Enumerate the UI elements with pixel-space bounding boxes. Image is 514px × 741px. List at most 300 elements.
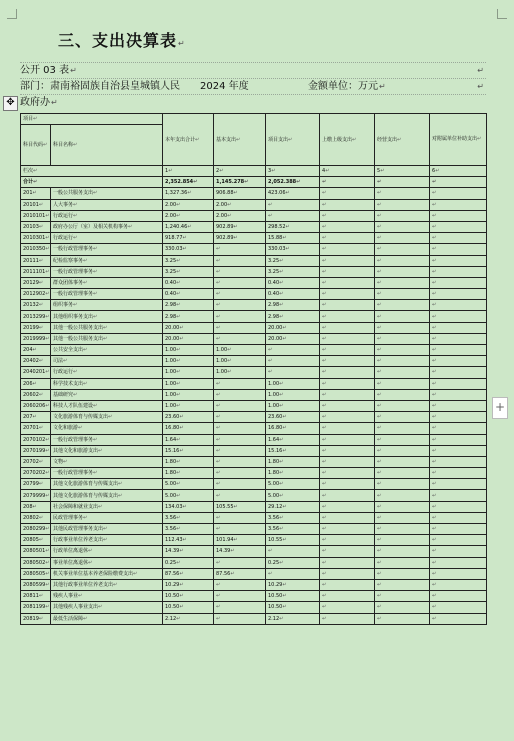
table-cell: ↵ [320,367,375,378]
table-row [21,445,487,456]
table-cell: ↵ [320,221,375,232]
table-row [21,345,487,356]
table-cell: 2013299↵ [21,311,51,322]
table-cell: 2,352.854↵ [163,177,214,188]
table-cell: 其他一般公共服务支出↵ [51,333,163,344]
table-cell: 文化旅游体育与传媒支出↵ [51,412,163,423]
table-cell: ↵ [375,389,430,400]
table-row [21,546,487,557]
table-cell: 残疾人事业↵ [51,591,163,602]
table-cell: ↵ [214,311,266,322]
table-row [21,524,487,535]
table-cell: ↵ [214,266,266,277]
table-cell: ↵ [214,479,266,490]
table-cell: 其他残疾人事业支出↵ [51,602,163,613]
table-cell: ↵ [430,445,487,456]
table-cell: ↵ [214,434,266,445]
table-row [21,400,487,411]
table-cell: 29.12↵ [266,501,320,512]
header-basic: 基本支出↵ [214,114,266,166]
table-cell: 群众团体事务↵ [51,277,163,288]
column-index-row [21,166,487,177]
table-cell: 1.00↵ [163,400,214,411]
table-cell: ↵ [375,557,430,568]
table-cell: ↵ [214,524,266,535]
table-cell: ↵ [320,322,375,333]
table-cell: ↵ [320,255,375,266]
table-cell: ↵ [375,356,430,367]
table-cell: 事业单位离退休↵ [51,557,163,568]
table-cell: 1.80↵ [266,456,320,467]
table-cell: ↵ [320,389,375,400]
table-cell: 科技人才队伍建设↵ [51,400,163,411]
table-cell: 其他一般公共服务支出↵ [51,322,163,333]
table-cell: ↵ [320,311,375,322]
table-cell: 一般行政管理事务↵ [51,266,163,277]
amount-unit: 金额单位：万元↵ [308,81,386,92]
table-cell: ↵ [320,591,375,602]
table-cell: 20.00↵ [266,333,320,344]
table-cell: 行政运行↵ [51,367,163,378]
table-cell: ↵ [375,524,430,535]
table-cell: ↵ [266,546,320,557]
table-cell: 20702↵ [21,456,51,467]
table-cell: ↵ [214,579,266,590]
table-cell: 906.88↵ [214,188,266,199]
table-cell: ↵ [375,479,430,490]
table-cell: 134.03↵ [163,501,214,512]
table-cell: ↵ [320,456,375,467]
table-cell: 纪检监察事务↵ [51,255,163,266]
table-cell: 1.80↵ [163,468,214,479]
table-cell: 1.00↵ [214,367,266,378]
table-row [21,579,487,590]
table-cell: ↵ [320,289,375,300]
table-cell: ↵ [320,244,375,255]
table-cell: ↵ [214,300,266,311]
table-cell: ↵ [430,378,487,389]
header-operation: 经营支出↵ [375,114,430,166]
table-cell: ↵ [430,255,487,266]
table-cell: 10.50↵ [163,591,214,602]
table-cell: ↵ [375,277,430,288]
table-row [21,468,487,479]
table-cell: ↵ [430,456,487,467]
table-cell: ↵ [430,233,487,244]
table-cell: ↵ [375,400,430,411]
table-cell: ↵ [430,210,487,221]
table-cell: 1,240.46↵ [163,221,214,232]
table-cell: 1.00↵ [163,378,214,389]
table-cell: ↵ [375,423,430,434]
table-cell: 科学技术支出↵ [51,378,163,389]
table-row [21,512,487,523]
table-cell: 3.25↵ [266,266,320,277]
table-cell: ↵ [375,591,430,602]
table-cell: 16.80↵ [266,423,320,434]
table-cell: ↵ [375,333,430,344]
table-cell: 文化和旅游↵ [51,423,163,434]
table-row [21,277,487,288]
table-move-handle-icon[interactable]: ✥ [3,96,18,111]
table-row [21,177,487,188]
table-cell: 其他文化旅游体育与传媒支出↵ [51,490,163,501]
table-cell: ↵ [430,188,487,199]
table-cell: ↵ [430,613,487,624]
table-cell: ↵ [430,524,487,535]
table-row [21,322,487,333]
table-cell: ↵ [214,445,266,456]
table-cell: 3.56↵ [163,512,214,523]
table-row [21,501,487,512]
table-cell: ↵ [214,512,266,523]
table-cell: ↵ [430,345,487,356]
column-index-cell: 2↵ [214,166,266,177]
table-cell: ↵ [375,456,430,467]
table-row [21,367,487,378]
column-index-cell: 5↵ [375,166,430,177]
table-cell: ↵ [320,501,375,512]
table-cell: ↵ [375,546,430,557]
table-cell: ↵ [214,255,266,266]
table-cell: ↵ [430,311,487,322]
table-cell: ↵ [430,468,487,479]
table-cell: ↵ [320,210,375,221]
table-cell: ↵ [266,356,320,367]
table-cell: 0.40↵ [266,289,320,300]
table-cell: 20802↵ [21,512,51,523]
table-cell: ↵ [214,613,266,624]
form-number: 公开 03 表 [20,65,70,76]
table-cell: 20.00↵ [163,333,214,344]
table-cell: ↵ [214,389,266,400]
table-row [21,356,487,367]
table-cell: ↵ [320,546,375,557]
table-cell: ↵ [266,367,320,378]
table-cell: ↵ [430,479,487,490]
table-cell: ↵ [375,367,430,378]
add-column-plus-icon[interactable]: + [492,397,508,419]
header-code: 科目代码↵ [21,125,51,166]
column-index-cell: 3↵ [266,166,320,177]
table-cell: 2.00↵ [163,210,214,221]
table-cell: ↵ [375,412,430,423]
header-item: 项目↵ [21,114,163,125]
table-cell: 1.00↵ [163,356,214,367]
table-row [21,591,487,602]
table-cell: ↵ [266,345,320,356]
table-cell: ↵ [320,356,375,367]
page-title: 三、支出决算表↵ [58,31,186,50]
table-row [21,535,487,546]
table-cell: 机关事业单位基本养老保险缴费支出↵ [51,568,163,579]
table-header-info [20,62,486,110]
table-cell: ↵ [430,400,487,411]
expenditure-table [20,113,487,625]
table-cell: ↵ [320,266,375,277]
table-cell: 1.00↵ [266,400,320,411]
table-cell: 2080599↵ [21,579,51,590]
table-cell: 2.98↵ [163,311,214,322]
table-cell: 207↵ [21,412,51,423]
table-cell: ↵ [430,546,487,557]
table-cell: ↵ [430,356,487,367]
table-cell: 其他文化和旅游支出↵ [51,445,163,456]
table-cell: 人大事务↵ [51,199,163,210]
table-cell: ↵ [375,512,430,523]
table-cell: 10.29↵ [266,579,320,590]
table-cell: 1.80↵ [163,456,214,467]
table-cell: ↵ [320,277,375,288]
table-cell: ↵ [430,512,487,523]
table-cell: 105.55↵ [214,501,266,512]
table-cell: ↵ [430,501,487,512]
table-cell: ↵ [320,579,375,590]
table-cell: ↵ [214,277,266,288]
table-cell: ↵ [430,389,487,400]
table-cell: 3.56↵ [266,512,320,523]
table-cell: 0.40↵ [266,277,320,288]
table-cell: ↵ [430,490,487,501]
table-cell: 2010350↵ [21,244,51,255]
table-cell: ↵ [375,188,430,199]
table-cell: 2010301↵ [21,233,51,244]
table-cell: ↵ [375,255,430,266]
table-cell: 行政事业单位养老支出↵ [51,535,163,546]
table-cell: 2080502↵ [21,557,51,568]
table-cell: ↵ [320,333,375,344]
table-cell: 902.89↵ [214,233,266,244]
column-index-cell: 6↵ [430,166,487,177]
table-row [21,266,487,277]
table-cell: ↵ [430,199,487,210]
table-cell: 公共安全支出↵ [51,345,163,356]
table-cell: ↵ [320,177,375,188]
table-cell: 司法↵ [51,356,163,367]
table-cell: 5.00↵ [163,490,214,501]
table-cell: ↵ [375,468,430,479]
table-cell: ↵ [320,423,375,434]
table-cell: ↵ [320,434,375,445]
department-label: 部门：肃南裕固族自治县皇城镇人民 [20,81,180,92]
table-cell: 20701↵ [21,423,51,434]
table-cell: ↵ [375,345,430,356]
column-index-cell: 1↵ [163,166,214,177]
table-cell: ↵ [375,501,430,512]
table-cell: 15.16↵ [163,445,214,456]
table-row [21,456,487,467]
table-cell: ↵ [320,233,375,244]
table-cell: 1,145.278↵ [214,177,266,188]
table-cell: ↵ [430,221,487,232]
table-row [21,378,487,389]
table-cell: ↵ [375,177,430,188]
table-cell: 一般行政管理事务↵ [51,434,163,445]
table-cell: 5.00↵ [266,479,320,490]
table-cell: ↵ [375,266,430,277]
table-cell: ↵ [375,602,430,613]
table-cell: 298.52↵ [266,221,320,232]
table-cell: ↵ [375,322,430,333]
table-cell: 16.80↵ [163,423,214,434]
table-cell: 14.39↵ [214,546,266,557]
table-cell: ↵ [320,412,375,423]
table-cell: 文物↵ [51,456,163,467]
table-cell: 20132↵ [21,300,51,311]
table-cell: 2.98↵ [266,311,320,322]
table-cell: 15.16↵ [266,445,320,456]
table-cell: 2012902↵ [21,289,51,300]
table-cell: 20805↵ [21,535,51,546]
table-cell: ↵ [266,199,320,210]
table-row [21,423,487,434]
table-cell: ↵ [375,221,430,232]
table-row [21,389,487,400]
table-cell: 基础研究↵ [51,389,163,400]
table-cell: 10.29↵ [163,579,214,590]
table-cell: ↵ [375,434,430,445]
table-cell: 一般行政管理事务↵ [51,289,163,300]
table-cell: ↵ [320,199,375,210]
table-cell: ↵ [430,177,487,188]
table-cell: 0.25↵ [266,557,320,568]
table-cell: 3.56↵ [163,524,214,535]
table-cell: 2.00↵ [214,199,266,210]
table-cell: 2.12↵ [163,613,214,624]
table-cell: 201↵ [21,188,51,199]
table-cell: 2010101↵ [21,210,51,221]
table-cell: ↵ [320,512,375,523]
table-row [21,602,487,613]
table-cell: 10.55↵ [266,535,320,546]
table-cell: 20.00↵ [163,322,214,333]
table-cell: ↵ [430,289,487,300]
table-cell: ↵ [430,602,487,613]
table-cell: ↵ [375,244,430,255]
table-cell: 20111↵ [21,255,51,266]
table-cell: 2.98↵ [163,300,214,311]
table-cell: 10.50↵ [163,602,214,613]
table-cell: ↵ [320,535,375,546]
fiscal-year: 2024 年度 [200,81,249,92]
table-cell: ↵ [375,490,430,501]
table-row [21,311,487,322]
table-cell: ↵ [214,378,266,389]
table-cell: 1.00↵ [163,389,214,400]
table-cell: 87.56↵ [163,568,214,579]
table-cell: 1.00↵ [266,378,320,389]
table-cell: ↵ [430,333,487,344]
page-corner-mark-right [497,9,507,19]
table-cell: 合计↵ [21,177,163,188]
table-cell: 20819↵ [21,613,51,624]
table-cell: ↵ [375,311,430,322]
table-cell: ↵ [430,266,487,277]
table-cell: 902.89↵ [214,221,266,232]
table-cell: 2.00↵ [163,199,214,210]
table-row [21,233,487,244]
table-cell: ↵ [320,568,375,579]
table-cell: 23.60↵ [266,412,320,423]
table-cell: 社会保障和就业支出↵ [51,501,163,512]
table-cell: 5.00↵ [266,490,320,501]
table-cell: ↵ [375,568,430,579]
table-cell: ↵ [320,490,375,501]
table-cell: ↵ [430,277,487,288]
table-row [21,333,487,344]
table-cell: ↵ [320,300,375,311]
header-name: 科目名称↵ [51,125,163,166]
table-cell: 一般公共服务支出↵ [51,188,163,199]
page-corner-mark-left [7,9,17,19]
table-cell: 其他民政管理事务支出↵ [51,524,163,535]
table-cell: 112.43↵ [163,535,214,546]
table-cell: ↵ [266,568,320,579]
table-cell: 1.80↵ [266,468,320,479]
column-index-label: 栏次↵ [21,166,163,177]
table-cell: ↵ [375,378,430,389]
table-cell: ↵ [375,613,430,624]
table-cell: ↵ [214,244,266,255]
department-row-continued: 政府办↵ [20,97,58,108]
table-cell: ↵ [430,367,487,378]
table-row [21,412,487,423]
table-cell: ↵ [320,445,375,456]
table-cell: 行政单位离退休↵ [51,546,163,557]
table-cell: 2081199↵ [21,602,51,613]
table-cell: 1.64↵ [163,434,214,445]
table-cell: 组织事务↵ [51,300,163,311]
table-cell: ↵ [320,557,375,568]
table-cell: ↵ [214,333,266,344]
table-row [21,557,487,568]
table-cell: ↵ [320,378,375,389]
table-cell: 1.64↵ [266,434,320,445]
table-cell: 20129↵ [21,277,51,288]
table-cell: 2019999↵ [21,333,51,344]
table-cell: ↵ [214,490,266,501]
table-cell: ↵ [214,557,266,568]
table-cell: ↵ [214,468,266,479]
column-index-cell: 4↵ [320,166,375,177]
table-cell: 0.40↵ [163,289,214,300]
table-cell: 20101↵ [21,199,51,210]
table-cell: 一般行政管理事务↵ [51,468,163,479]
header-row [21,114,487,125]
table-cell: 20.00↵ [266,322,320,333]
table-cell: 行政运行↵ [51,233,163,244]
table-cell: ↵ [430,322,487,333]
table-cell: 3.25↵ [266,255,320,266]
table-row [21,568,487,579]
table-row [21,300,487,311]
table-row [21,479,487,490]
table-row [21,490,487,501]
table-cell: ↵ [320,345,375,356]
table-cell: 1,327.36↵ [163,188,214,199]
table-cell: 1.00↵ [266,389,320,400]
table-cell: 其他组织事务支出↵ [51,311,163,322]
table-cell: ↵ [375,210,430,221]
table-cell: 206↵ [21,378,51,389]
table-cell: ↵ [430,557,487,568]
table-cell: ↵ [375,300,430,311]
table-cell: ↵ [430,300,487,311]
table-cell: 20799↵ [21,479,51,490]
table-cell: 2040201↵ [21,367,51,378]
table-cell: ↵ [214,322,266,333]
table-cell: 20103↵ [21,221,51,232]
